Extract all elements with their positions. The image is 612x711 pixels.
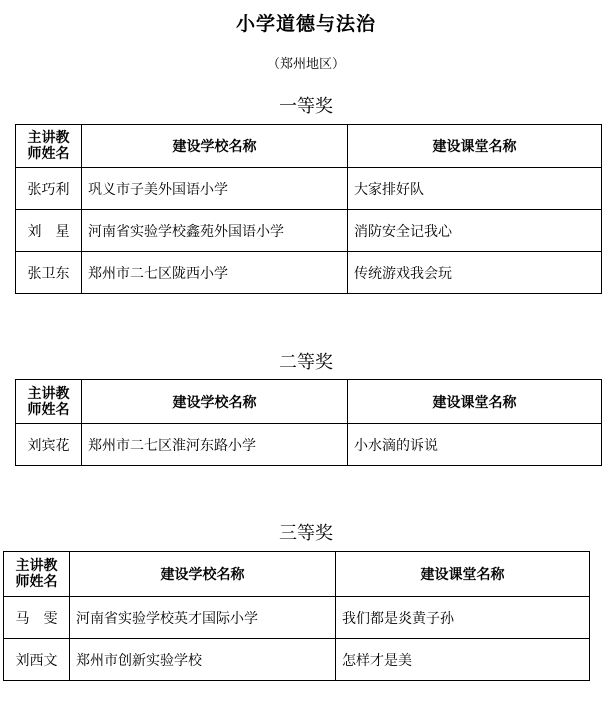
course-column-header: 建设课堂名称 <box>336 552 590 597</box>
school-column-header: 建设学校名称 <box>82 380 348 424</box>
school-name: 河南省实验学校鑫苑外国语小学 <box>82 210 348 252</box>
award-heading-second: 二等奖 <box>279 352 333 373</box>
table-row <box>4 639 590 681</box>
award-table-first <box>15 124 602 294</box>
school-column-header: 建设学校名称 <box>82 125 348 168</box>
table-header-row <box>16 380 602 424</box>
school-name: 河南省实验学校英才国际小学 <box>70 597 336 639</box>
table-row <box>16 168 602 210</box>
award-heading-third: 三等奖 <box>279 523 333 544</box>
teacher-name: 张卫东 <box>16 252 82 294</box>
region-subtitle: （郑州地区） <box>266 57 345 72</box>
teacher-name: 马 雯 <box>4 597 70 639</box>
course-column-header: 建设课堂名称 <box>348 125 602 168</box>
table-row <box>16 424 602 466</box>
school-name: 郑州市创新实验学校 <box>70 639 336 681</box>
table-row <box>16 210 602 252</box>
course-name: 我们都是炎黄子孙 <box>336 597 590 639</box>
teacher-name: 刘 星 <box>16 210 82 252</box>
table-header-row <box>4 552 590 597</box>
page-title: 小学道德与法治 <box>235 13 376 35</box>
table-header-row <box>16 125 602 168</box>
course-name: 消防安全记我心 <box>348 210 602 252</box>
course-name: 大家排好队 <box>348 168 602 210</box>
award-table-third <box>3 551 590 681</box>
teacher-column-header: 主讲教 师姓名 <box>16 380 82 424</box>
course-name: 小水滴的诉说 <box>348 424 602 466</box>
school-name: 郑州市二七区陇西小学 <box>82 252 348 294</box>
award-table-second <box>15 379 602 466</box>
teacher-name: 张巧利 <box>16 168 82 210</box>
course-name: 传统游戏我会玩 <box>348 252 602 294</box>
teacher-name: 刘宾花 <box>16 424 82 466</box>
course-column-header: 建设课堂名称 <box>348 380 602 424</box>
school-name: 巩义市子美外国语小学 <box>82 168 348 210</box>
teacher-name: 刘西文 <box>4 639 70 681</box>
school-name: 郑州市二七区淮河东路小学 <box>82 424 348 466</box>
school-column-header: 建设学校名称 <box>70 552 336 597</box>
course-name: 怎样才是美 <box>336 639 590 681</box>
award-heading-first: 一等奖 <box>279 96 333 117</box>
teacher-column-header: 主讲教 师姓名 <box>16 125 82 168</box>
teacher-column-header: 主讲教 师姓名 <box>4 552 70 597</box>
table-row <box>4 597 590 639</box>
table-row <box>16 252 602 294</box>
